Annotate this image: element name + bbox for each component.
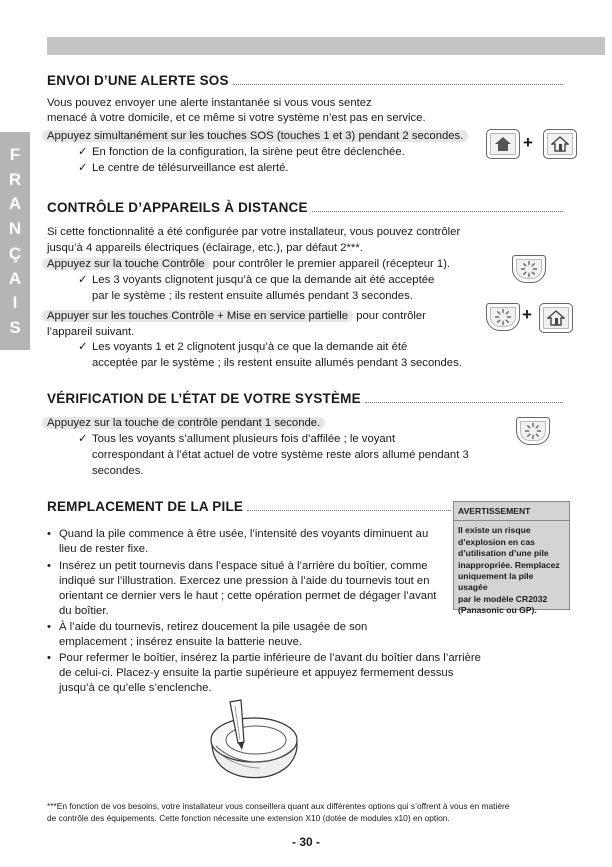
verify-check: ✓ Tous les voyants s’allument plusieurs fois d’affilée ; le voyant xyxy=(78,433,396,445)
lang-letter: A xyxy=(8,194,22,214)
partial-house-icon xyxy=(547,310,565,326)
lang-letter: N xyxy=(8,219,22,239)
warning-title: AVERTISSEMENT xyxy=(454,502,569,521)
footnote-line1: ***En fonction de vos besoins, votre installateur vous conseillera quant aux différentes options qui s’offrent à vous en matière xyxy=(47,801,510,811)
remote-screwdriver-illustration xyxy=(200,698,305,783)
partial-arm-key xyxy=(539,303,573,333)
control-sunburst-icon xyxy=(520,260,538,278)
control-check-1: ✓ Les 3 voyants clignotent jusqu’à ce que la demande ait été acceptée xyxy=(78,274,435,286)
control-intro-line1: Si cette fonctionnalité a été configurée par votre installateur, vous pouvez contrôler xyxy=(47,226,461,238)
control-check-1-cont: par le système ; ils restent ensuite allumés pendant 3 secondes. xyxy=(92,290,413,302)
plus-sign: + xyxy=(522,305,532,324)
warning-line: Il existe un risque xyxy=(458,525,531,536)
plus-sign: + xyxy=(523,133,533,152)
lang-letter: F xyxy=(9,144,21,164)
sos-action: Appuyez simultanément sur les touches SOS (touches 1 et 3) pendant 2 secondes. xyxy=(47,129,468,145)
footnote-line2: de contrôle des équipements. Cette fonction nécessite une extension X10 (dotée de modules x10) en option. xyxy=(47,813,450,823)
lang-letter: R xyxy=(8,169,22,189)
sos-check-2: ✓ Le centre de télésurveillance est alerté. xyxy=(78,162,289,174)
sos-key-1 xyxy=(486,129,520,159)
warning-line: par le modèle CR2032 xyxy=(458,593,548,604)
verify-check-cont1: correspondant à l’état actuel de votre système reste alors allumé pendant 3 xyxy=(92,449,469,461)
control-action-2-cont: l’appareil suivant. xyxy=(47,326,135,338)
partial-house-icon xyxy=(551,136,569,152)
lang-letter: A xyxy=(8,268,22,288)
section-title-control: CONTRÔLE D’APPAREILS À DISTANCE xyxy=(47,200,563,215)
control-action-2: Appuyer sur les touches Contrôle + Mise en service partielle pour contrôler xyxy=(47,309,426,325)
control-sunburst-icon xyxy=(494,308,512,326)
header-bar xyxy=(47,37,605,55)
verify-check-cont2: secondes. xyxy=(92,465,144,477)
sos-check-1: ✓ En fonction de la configuration, la sirène peut être déclenchée. xyxy=(78,146,405,158)
control-key xyxy=(516,417,550,445)
control-sunburst-icon xyxy=(524,422,542,440)
lang-letter: I xyxy=(12,293,18,313)
control-action-1: Appuyez sur la touche Contrôle pour contrôler le premier appareil (récepteur 1). xyxy=(47,257,450,273)
warning-line: inappropriée. Remplacez xyxy=(458,559,560,570)
verify-action: Appuyez sur la touche de contrôle pendant 1 seconde. xyxy=(47,416,325,432)
sos-key-3 xyxy=(543,129,577,159)
warning-box xyxy=(453,501,570,616)
control-key xyxy=(512,255,546,283)
lang-letter: Ç xyxy=(8,243,22,263)
language-tab xyxy=(0,132,30,350)
section-title-sos: ENVOI D’UNE ALERTE SOS xyxy=(47,73,563,88)
sos-intro-line2: menacé à votre domicile, et ce même si votre système n’est pas en service. xyxy=(47,112,426,124)
warning-line: d’utilisation d’une pile xyxy=(458,548,549,559)
control-intro-line2: jusqu’à 4 appareils électriques (éclairage, etc.), par défaut 2***. xyxy=(47,242,363,254)
control-key-combo xyxy=(486,303,520,331)
control-check-2-cont: acceptée par le système ; ils restent ensuite allumés pendant 3 secondes. xyxy=(92,357,462,369)
page-number: - 30 - xyxy=(291,835,320,849)
section-title-battery: REMPLACEMENT DE LA PILE xyxy=(47,499,451,514)
warning-line: uniquement la pile usagée xyxy=(458,571,534,593)
warning-line: (Panasonic ou GP). xyxy=(458,605,537,616)
sos-intro-line1: Vous pouvez envoyer une alerte instantanée si vous vous sentez xyxy=(47,97,372,109)
lang-letter: S xyxy=(9,318,21,338)
section-title-verify: VÉRIFICATION DE L’ÉTAT DE VOTRE SYSTÈME xyxy=(47,391,563,406)
house-icon xyxy=(494,136,512,152)
control-check-2: ✓ Les voyants 1 et 2 clignotent jusqu’à ce que la demande ait été xyxy=(78,341,408,353)
warning-line: d’explosion en cas xyxy=(458,536,535,547)
